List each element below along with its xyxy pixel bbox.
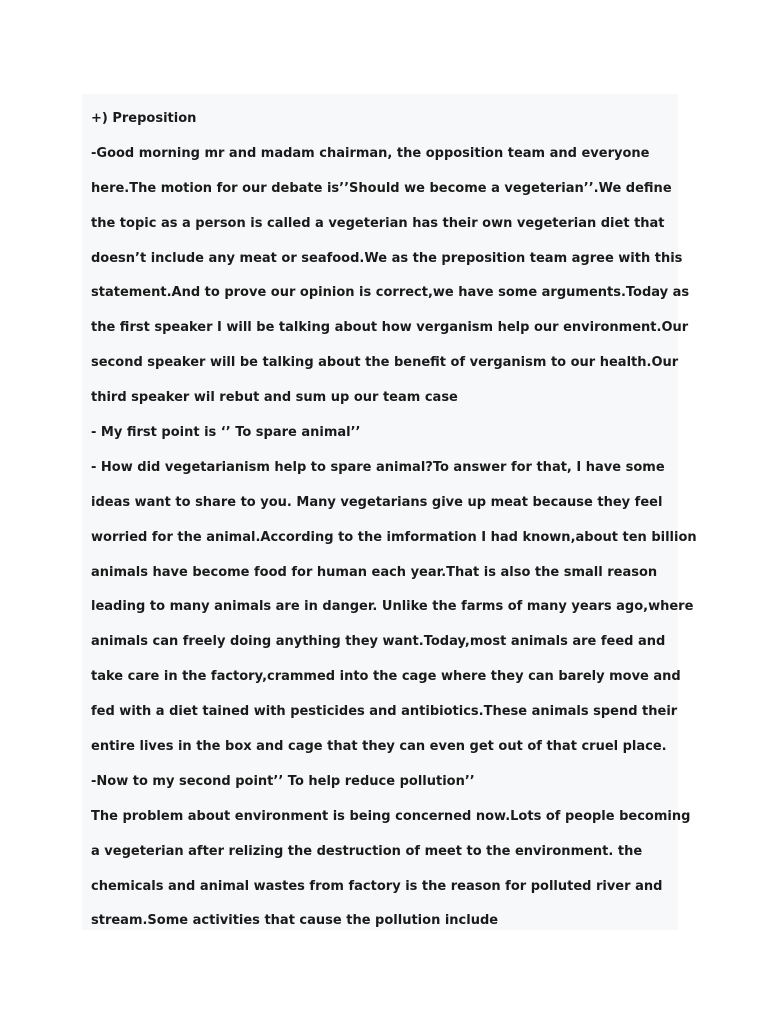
second-point-heading: -Now to my second point’’ To help reduce pollution’’ xyxy=(91,773,475,789)
text-line: animals have become food for human each year.That is also the small reason xyxy=(91,564,658,580)
text-line: - How did vegetarianism help to spare animal?To answer for that, I have some xyxy=(91,459,665,475)
text-line: doesn’t include any meat or seafood.We as the preposition team agree with this xyxy=(91,250,683,266)
text-line: -Good morning mr and madam chairman, the opposition team and everyone xyxy=(91,145,650,161)
text-line: stream.Some activities that cause the pollution include xyxy=(91,913,499,929)
text-line: third speaker wil rebut and sum up our team case xyxy=(91,390,458,406)
text-line: leading to many animals are in danger. Unlike the farms of many years ago,where xyxy=(91,599,694,615)
text-line: entire lives in the box and cage that they can even get out of that cruel place. xyxy=(91,739,667,755)
text-line: worried for the animal.According to the imformation I had known,about ten billion xyxy=(91,529,697,545)
text-line: the topic as a person is called a vegeterian has their own vegeterian diet that xyxy=(91,215,665,231)
document-text xyxy=(91,108,697,945)
text-line: animals can freely doing anything they want.Today,most animals are feed and xyxy=(91,634,666,650)
text-line: ideas want to share to you. Many vegetarians give up meat because they feel xyxy=(91,494,663,510)
text-line: fed with a diet tained with pesticides and antibiotics.These animals spend their xyxy=(91,704,678,720)
text-line: take care in the factory,crammed into the cage where they can barely move and xyxy=(91,669,681,685)
text-line: here.The motion for our debate is’’Should we become a vegeterian’’.We define xyxy=(91,180,672,196)
text-line: the first speaker I will be talking about how verganism help our environment.Our xyxy=(91,320,689,336)
text-line: chemicals and animal wastes from factory is the reason for polluted river and xyxy=(91,878,663,894)
heading-preposition: +) Preposition xyxy=(91,111,197,126)
text-line: a vegeterian after relizing the destruction of meet to the environment. the xyxy=(91,843,643,859)
first-point-heading: - My first point is ‘’ To spare animal’’ xyxy=(91,425,361,441)
text-line: second speaker will be talking about the benefit of verganism to our health.Our xyxy=(91,355,679,371)
text-line: statement.And to prove our opinion is correct,we have some arguments.Today as xyxy=(91,285,690,301)
text-line: The problem about environment is being concerned now.Lots of people becoming xyxy=(91,808,691,824)
